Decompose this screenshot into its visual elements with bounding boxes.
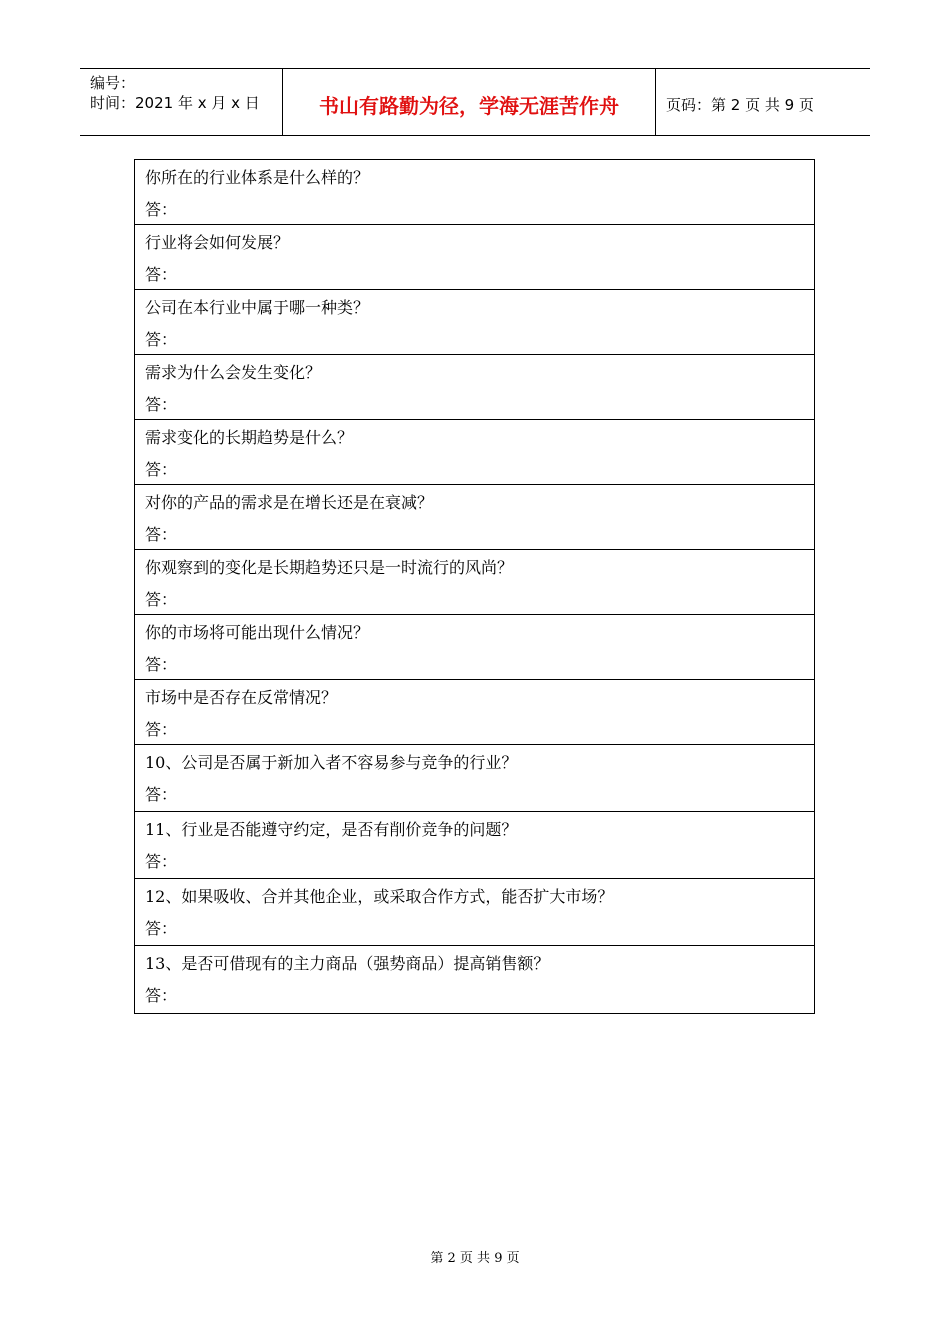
question-text: 公司在本行业中属于哪一种类？ <box>145 298 370 317</box>
question-row <box>135 290 814 355</box>
answer-label: 答： <box>145 590 178 609</box>
question-row <box>135 225 814 290</box>
question-text: 对你的产品的需求是在增长还是在衰减？ <box>145 493 434 512</box>
answer-label: 答： <box>145 720 178 739</box>
question-text: 需求变化的长期趋势是什么？ <box>145 428 354 447</box>
question-row <box>135 946 814 1013</box>
question-table <box>134 159 815 1014</box>
question-row <box>135 485 814 550</box>
number-label: 编号： <box>90 74 136 92</box>
question-row <box>135 680 814 745</box>
header-page-label: 页码：第 2 页 共 9 页 <box>666 95 814 114</box>
answer-label: 答： <box>145 200 178 219</box>
question-row <box>135 550 814 615</box>
question-row <box>135 420 814 485</box>
question-text: 你观察到的变化是长期趋势还只是一时流行的风尚？ <box>145 558 514 577</box>
question-text: 10、公司是否属于新加入者不容易参与竞争的行业？ <box>145 753 518 772</box>
answer-label: 答： <box>145 785 178 804</box>
answer-label: 答： <box>145 919 178 938</box>
question-row <box>135 879 814 946</box>
question-text: 13、是否可借现有的主力商品（强势商品）提高销售额？ <box>145 954 550 973</box>
page-footer: 第 2 页 共 9 页 <box>430 1251 520 1266</box>
question-row <box>135 160 814 225</box>
answer-label: 答： <box>145 265 178 284</box>
question-row <box>135 745 814 812</box>
question-row <box>135 812 814 879</box>
answer-label: 答： <box>145 986 178 1005</box>
answer-label: 答： <box>145 395 178 414</box>
question-row <box>135 355 814 420</box>
question-text: 市场中是否存在反常情况？ <box>145 688 338 707</box>
page-header <box>80 68 870 136</box>
answer-label: 答： <box>145 852 178 871</box>
answer-label: 答： <box>145 655 178 674</box>
answer-label: 答： <box>145 460 178 479</box>
question-row <box>135 615 814 680</box>
question-text: 11、行业是否能遵守约定，是否有削价竞争的问题？ <box>145 820 518 839</box>
answer-label: 答： <box>145 330 178 349</box>
header-motto: 书山有路勤为径，学海无涯苦作舟 <box>283 69 656 135</box>
question-text: 需求为什么会发生变化？ <box>145 363 322 382</box>
question-text: 你的市场将可能出现什么情况？ <box>145 623 370 642</box>
question-text: 行业将会如何发展？ <box>145 233 290 252</box>
header-meta <box>80 69 283 135</box>
answer-label: 答： <box>145 525 178 544</box>
question-text: 12、如果吸收、合并其他企业，或采取合作方式，能否扩大市场？ <box>145 887 614 906</box>
question-text: 你所在的行业体系是什么样的？ <box>145 168 370 187</box>
date-label: 时间：2021 年 x 月 x 日 <box>90 94 260 112</box>
